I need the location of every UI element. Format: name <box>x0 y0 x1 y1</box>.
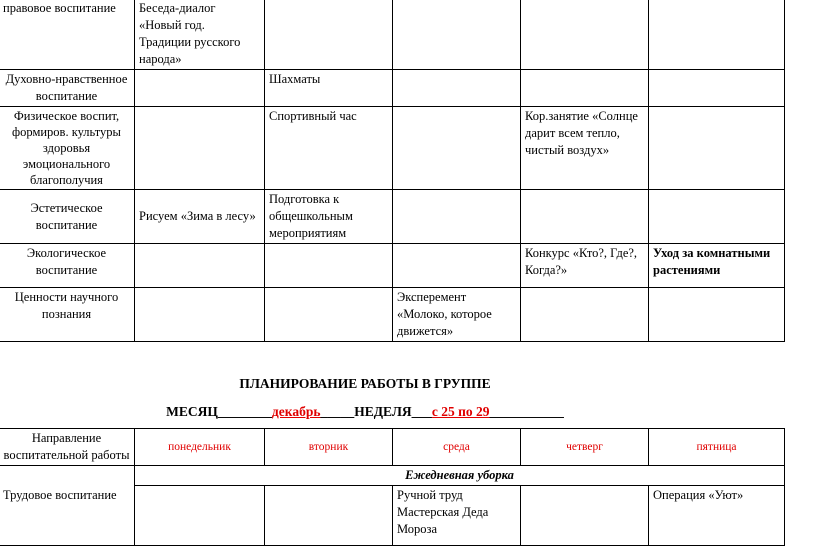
direction-cell: Экологическое воспитание <box>0 244 135 288</box>
activity-cell <box>649 0 785 70</box>
activity-cell: Ручной труд Мастерская Деда Мороза <box>393 486 521 546</box>
activity-cell <box>135 70 265 107</box>
direction-cell: Эстетическое воспитание <box>0 190 135 244</box>
activity-cell <box>135 244 265 288</box>
week-blank: ___ <box>411 404 432 419</box>
day-header-thursday: четверг <box>521 429 649 466</box>
week-label: НЕДЕЛЯ <box>354 404 412 419</box>
activity-cell <box>265 288 393 342</box>
week-blank: ___________ <box>489 404 564 419</box>
activity-cell <box>393 70 521 107</box>
table-row <box>0 70 785 107</box>
activity-cell: Конкурс «Кто?, Где?, Когда?» <box>521 244 649 288</box>
day-header-tuesday: вторник <box>265 429 393 466</box>
daily-note-row <box>0 466 785 486</box>
activity-cell <box>521 288 649 342</box>
direction-cell: Ценности научного познания <box>0 288 135 342</box>
activity-cell: Эксперемент «Молоко, которое движется» <box>393 288 521 342</box>
month-blank: ________ <box>217 404 272 419</box>
activity-cell <box>135 288 265 342</box>
direction-cell: Трудовое воспитание <box>0 486 135 546</box>
activity-cell: Спортивный час <box>265 107 393 190</box>
direction-cell: правовое воспитание <box>0 0 135 70</box>
activity-cell <box>649 107 785 190</box>
daily-note: Ежедневная уборка <box>135 466 785 486</box>
activity-cell <box>393 190 521 244</box>
activity-cell <box>135 486 265 546</box>
activity-cell <box>521 70 649 107</box>
table-row <box>0 0 785 70</box>
table-row <box>0 244 785 288</box>
month-blank: _____ <box>320 404 355 419</box>
activity-cell <box>265 244 393 288</box>
table-row <box>0 288 785 342</box>
day-header-friday: пятница <box>649 429 785 466</box>
day-header-wednesday: среда <box>393 429 521 466</box>
activity-cell <box>135 107 265 190</box>
activity-cell: Подготовка к общешкольным мероприятиям <box>265 190 393 244</box>
month-week-line <box>0 404 730 420</box>
table-row <box>0 190 785 244</box>
direction-cell: Духовно-нравственное воспитание <box>0 70 135 107</box>
table-header-row <box>0 429 785 466</box>
table-row <box>0 486 785 546</box>
activity-cell <box>265 486 393 546</box>
activity-cell <box>521 486 649 546</box>
activity-cell: Уход за комнатными растениями <box>649 244 785 288</box>
activity-cell <box>649 190 785 244</box>
table-row <box>0 107 785 190</box>
activity-cell <box>521 190 649 244</box>
activity-cell <box>649 288 785 342</box>
activity-cell <box>649 70 785 107</box>
week-value: с 25 по 29 <box>431 404 490 419</box>
direction-header: Направление воспитательной работы <box>0 429 135 466</box>
activity-cell <box>265 0 393 70</box>
weekly-plan-table <box>0 428 785 546</box>
activity-cell: Кор.занятие «Солнце дарит всем тепло, чистый воздух» <box>521 107 649 190</box>
direction-cell <box>0 466 135 486</box>
activity-cell <box>393 244 521 288</box>
activity-cell: Шахматы <box>265 70 393 107</box>
plan-title: ПЛАНИРОВАНИЕ РАБОТЫ В ГРУППЕ <box>239 376 491 391</box>
activity-cell: Операция «Уют» <box>649 486 785 546</box>
activity-cell <box>393 0 521 70</box>
direction-cell: Физическое воспит, формиров. культуры здоровья эмоционального благополучия <box>0 107 135 190</box>
month-label: МЕСЯЦ <box>166 404 218 419</box>
month-value: декабрь <box>271 404 321 419</box>
activity-cell <box>521 0 649 70</box>
activity-cell: Рисуем «Зима в лесу» <box>135 190 265 244</box>
activity-cell <box>393 107 521 190</box>
activity-cell: Беседа-диалог «Новый год. Традиции русского народа» <box>135 0 265 70</box>
day-header-monday: понедельник <box>135 429 265 466</box>
